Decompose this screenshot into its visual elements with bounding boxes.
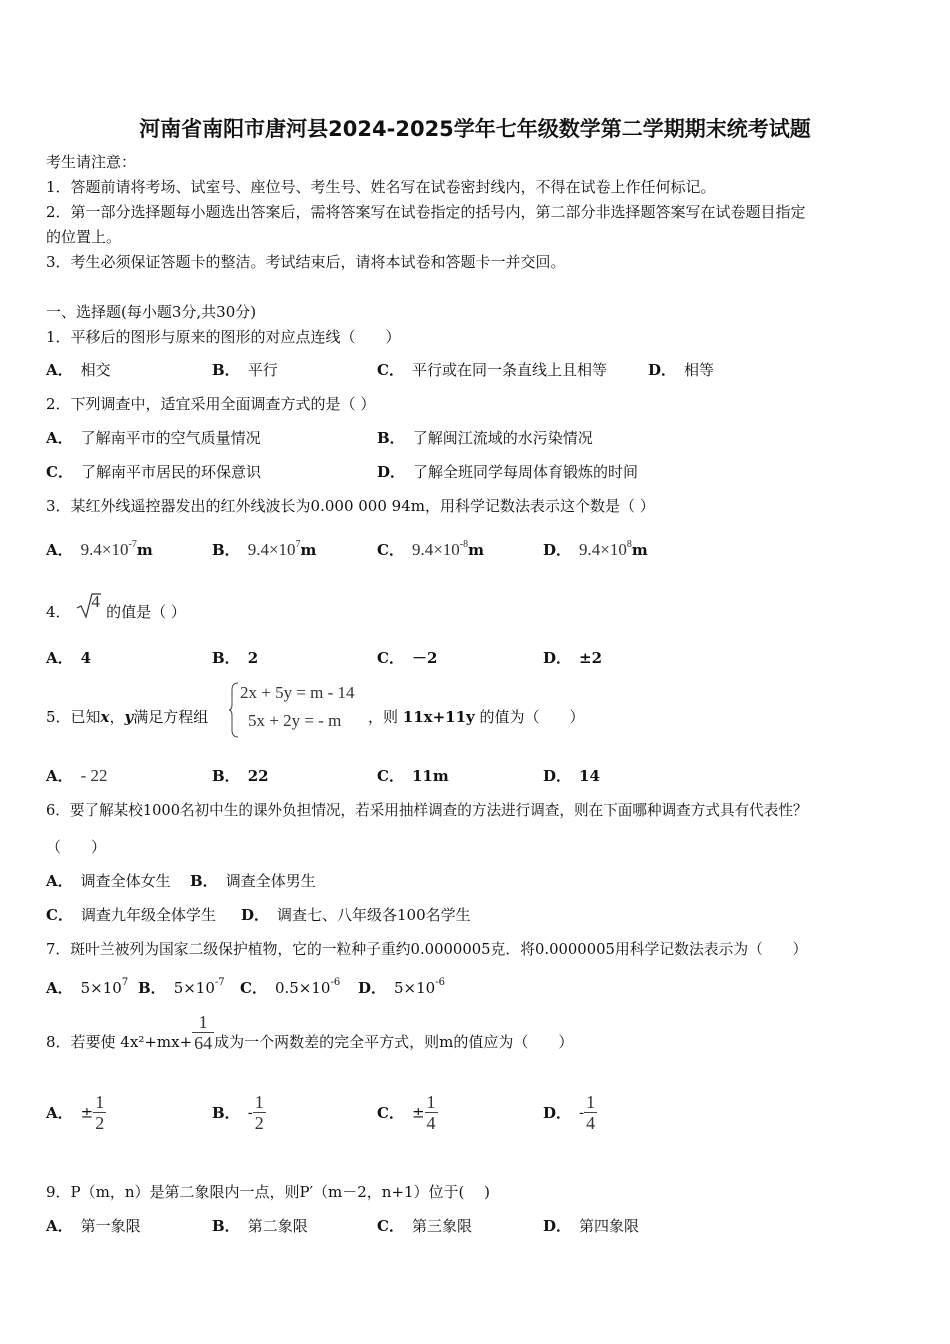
question-1-stem: 1．平移后的图形与原来的图形的对应点连线（ ）: [46, 328, 401, 346]
question-3-stem: 3．某红外线遥控器发出的红外线波长为0.000 000 94m，用科学记数法表示这个数是（ ）: [46, 497, 655, 515]
q8-option-a: A． ± $\frac{1}{2}$: [46, 1092, 105, 1133]
page-title: 河南省南阳市唐河县2024-2025学年七年级数学第二学期期末统考试题: [139, 117, 811, 141]
q9-option-a: A． 第一象限: [46, 1217, 141, 1235]
system-equation-2: 5x + 2y = - m: [248, 711, 342, 730]
section-heading: 一、选择题(每小题3分,共30分): [46, 303, 257, 321]
q1-option-d: D． 相等: [648, 361, 715, 379]
q5-option-b: B． 22: [212, 767, 269, 785]
question-5-stem-lead: 5．已知x，y满足方程组: [46, 708, 209, 726]
q9-option-c: C． 第三象限: [377, 1217, 472, 1235]
question-5-stem-tail: ，则 11x+11y 的值为（ ）: [368, 708, 585, 726]
question-6-stem: 6．要了解某校1000名初中生的课外负担情况，若采用抽样调查的方法进行调查，则在下面哪种调查方式具有代表性？: [46, 802, 808, 819]
question-2-stem: 2．下列调查中，适宜采用全面调查方式的是（ ）: [46, 395, 376, 413]
notice-item: 的位置上。: [46, 228, 122, 246]
q2-option-d: D． 了解全班同学每周体育锻炼的时间: [377, 463, 639, 481]
q1-option-b: B． 平行: [212, 361, 278, 379]
q9-option-b: B． 第二象限: [212, 1217, 308, 1235]
system-brace: [229, 682, 239, 738]
question-4-stem: 4． 4 的值是（ ）: [46, 592, 186, 621]
q2-option-a: A． 了解南平市的空气质量情况: [46, 429, 261, 447]
q8-option-d: D． - $\frac{1}{4}$: [543, 1092, 596, 1133]
notice-item: 3．考生必须保证答题卡的整洁。考试结束后，请将本试卷和答题卡一并交回。: [46, 253, 566, 271]
q6-option-d: D． 调查七、八年级各100名学生: [241, 906, 471, 924]
q6-option-b: B． 调查全体男生: [190, 872, 316, 890]
q7-option-c: C． $0.5\times 10^{-6}$: [240, 977, 341, 997]
notice-header: 考生请注意：: [46, 153, 137, 171]
question-9-stem: 9．P（m，n）是第二象限内一点，则P′（m－2，n+1）位于( ): [46, 1183, 491, 1201]
q8-option-b: B． - $\frac{1}{2}$: [212, 1092, 264, 1133]
q8-option-c: C． ± $\frac{1}{4}$: [377, 1092, 436, 1133]
question-6-paren: （ ）: [46, 838, 107, 856]
notice-item: 2．第一部分选择题每小题选出答案后，需将答案写在试卷指定的括号内，第二部分非选择题答案写在试卷题目指定: [46, 203, 806, 221]
q7-option-b: B． $5\times 10^{-7}$: [138, 977, 225, 997]
q5-option-a: A． - 22: [46, 766, 108, 785]
q3-option-a: A． $9.4\times 10^{-7}m$: [46, 539, 153, 559]
q4-option-d: D． ±2: [543, 649, 603, 667]
question-8-stem: 8．若要使 4x²+mx+ $\frac{1}{64}$ 成为一个两数差的完全平方式，则m的值应为（ ）: [46, 1011, 574, 1053]
q5-option-d: D． 14: [543, 767, 600, 785]
q7-option-a: A． $5\times 10^7$: [46, 977, 129, 997]
q3-option-c: C． $9.4\times 10^{-8}m$: [377, 539, 485, 559]
q4-option-a: A． 4: [46, 649, 92, 667]
q8-fraction: $\frac{1}{64}$: [194, 1011, 213, 1053]
q7-option-d: D． $5\times 10^{-6}$: [358, 977, 445, 997]
question-7-stem: 7．斑叶兰被列为国家二级保护植物，它的一粒种子重约0.0000005克．将0.0000005用科学记数法表示为（ ）: [46, 941, 808, 958]
q4-option-c: C． －2: [377, 649, 438, 667]
q1-option-a: A． 相交: [46, 361, 111, 379]
system-equation-1: 2x + 5y = m - 14: [240, 683, 355, 702]
q4-option-b: B． 2: [212, 649, 259, 667]
q6-option-c: C． 调查九年级全体学生: [46, 906, 216, 924]
sqrt-radicand: 4: [91, 592, 100, 611]
q6-option-a: A． 调查全体女生: [46, 872, 171, 890]
q3-option-d: D． $9.4\times 10^8m$: [543, 539, 648, 559]
q9-option-d: D． 第四象限: [543, 1217, 640, 1235]
q5-option-c: C． 11m: [377, 767, 449, 785]
q2-option-b: B． 了解闽江流域的水污染情况: [377, 429, 593, 447]
q1-option-c: C． 平行或在同一条直线上且相等: [377, 361, 607, 379]
q3-option-b: B． $9.4\times 10^7m$: [212, 539, 317, 559]
notice-item: 1．答题前请将考场、试室号、座位号、考生号、姓名写在试卷密封线内，不得在试卷上作任何标记。: [46, 178, 716, 196]
q2-option-c: C． 了解南平市居民的环保意识: [46, 463, 261, 481]
